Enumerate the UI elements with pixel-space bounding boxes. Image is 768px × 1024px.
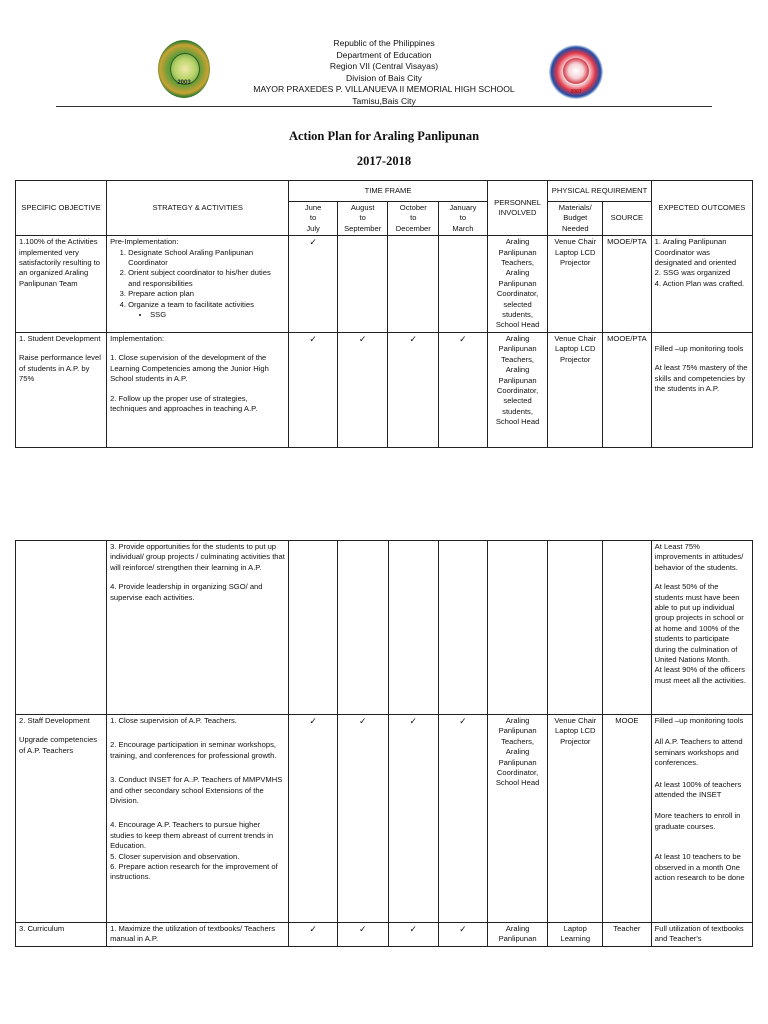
objective-cell: 3. Curriculum: [16, 923, 107, 947]
check-mark: ✓: [388, 923, 439, 947]
table-row: [16, 236, 753, 333]
header-tf-aug-sep: August to September: [337, 202, 388, 236]
personnel-cell: Araling Panlipunan Teachers, Araling Panlipunan Coordinator, selected students, School Head: [487, 236, 548, 333]
outcomes-cell: Filled –up monitoring tools All A.P. Teachers to attend seminars workshops and conferences. At least 100% of teachers attended the INSET More teachers to enroll in graduate courses. At least 10 teachers to be observed in a month One action research to be done: [651, 715, 752, 923]
header-materials: Materials/ Budget Needed: [548, 202, 603, 236]
header-tf-jun-jul: June to July: [289, 202, 338, 236]
header-time-frame: TIME FRAME: [289, 181, 487, 202]
check-mark: ✓: [388, 332, 439, 447]
personnel-cell: Araling Panlipunan: [487, 923, 548, 947]
letterhead-line: Division of Bais City: [346, 72, 422, 83]
letterhead-line: Republic of the Philippines: [333, 38, 435, 48]
header-physical-requirement: PHYSICAL REQUIREMENT: [548, 181, 651, 202]
header-tf-jan-mar: January to March: [439, 202, 488, 236]
check-mark: ✓: [289, 923, 338, 947]
header-strategy: STRATEGY & ACTIVITIES: [107, 181, 289, 236]
objective-cell: 2. Staff Development Upgrade competencies of A.P. Teachers: [16, 715, 107, 923]
seal-left-year: 2003: [177, 80, 191, 86]
materials-cell: Venue Chair Laptop LCD Projector: [548, 236, 603, 333]
letterhead-school-name: MAYOR PRAXEDES P. VILLANUEVA II MEMORIAL HIGH SCHOOL: [253, 84, 515, 95]
materials-cell: Venue Chair Laptop LCD Projector: [548, 715, 603, 923]
action-plan-table-continued: [15, 540, 753, 947]
letterhead-line: Region VII (Central Visayas): [329, 61, 439, 72]
header-source: SOURCE: [603, 202, 652, 236]
check-mark: ✓: [337, 923, 388, 947]
check-mark: ✓: [439, 332, 488, 447]
check-mark: ✓: [337, 715, 388, 923]
header-specific-objective: SPECIFIC OBJECTIVE: [16, 181, 107, 236]
header-divider: [56, 106, 712, 107]
personnel-cell: Araling Panlipunan Teachers, Araling Panlipunan Coordinator, School Head: [487, 715, 548, 923]
source-cell: MOOE: [603, 715, 652, 923]
source-cell: MOOE/PTA: [603, 332, 652, 447]
strategy-cell: Pre-Implementation: 1. Designate School Araling Panlipunan Coordinator 2. Orient subject coordinator to his/her duties and responsibilities 3. Prepare action plan 4. Organize a team to facilitate activities • SSG: [107, 236, 289, 333]
check-mark: ✓: [439, 923, 488, 947]
objective-cell: 1.100% of the Activities implemented very satisfactorily resulting to an organized Araling Panlipunan Team: [16, 236, 107, 333]
strategy-cell: Implementation: 1. Close supervision of the development of the Learning Competencies among the Junior High School students in A.P. 2. Follow up the proper use of strategies, techniques and approaches in teaching A.P.: [107, 332, 289, 447]
table-row: [16, 715, 753, 923]
table-row: [16, 923, 753, 947]
check-mark: ✓: [337, 332, 388, 447]
document-title: Action Plan for Araling Panlipunan: [288, 129, 480, 143]
header-expected-outcomes: EXPECTED OUTCOMES: [651, 181, 752, 236]
table-row: [16, 541, 753, 715]
letterhead: [160, 38, 608, 108]
check-mark: ✓: [289, 332, 338, 447]
header-tf-oct-dec: October to December: [388, 202, 439, 236]
check-mark: ✓: [439, 715, 488, 923]
header-personnel: PERSONNEL INVOLVED: [487, 181, 548, 236]
personnel-cell: Araling Panlipunan Teachers, Araling Panlipunan Coordinator, selected students, School Head: [487, 332, 548, 447]
outcomes-cell: Filled –up monitoring tools At least 75% mastery of the skills and competencies by the students in A.P.: [651, 332, 752, 447]
letterhead-line: Tamisu,Bais City: [352, 95, 416, 106]
action-plan-table: [15, 180, 753, 448]
check-mark: ✓: [289, 715, 338, 923]
table-row: [16, 332, 753, 447]
document-year: 2017-2018: [356, 154, 412, 168]
outcomes-cell: Full utilization of textbooks and Teacher's: [651, 923, 752, 947]
seal-right-year: 2007: [570, 89, 582, 95]
outcomes-cell: 1. Araling Panlipunan Coordinator was designated and oriented 2. SSG was organized 4. Action Plan was crafted.: [651, 236, 752, 333]
objective-cell: 1. Student Development Raise performance level of students in A.P. by 75%: [16, 332, 107, 447]
source-cell: Teacher: [603, 923, 652, 947]
check-mark: ✓: [289, 236, 338, 333]
source-cell: MOOE/PTA: [603, 236, 652, 333]
check-mark: ✓: [388, 715, 439, 923]
materials-cell: Laptop Learning: [548, 923, 603, 947]
strategy-cell: 1. Maximize the utilization of textbooks/ Teachers manual in A.P.: [107, 923, 289, 947]
materials-cell: Venue Chair Laptop LCD Projector: [548, 332, 603, 447]
strategy-cell: 1. Close supervision of A.P. Teachers. 2. Encourage participation in seminar workshops, training, and conferences for professional growth. 3. Conduct INSET for A..P. Teachers of MMPVMHS and other secondary school Extensions of the Division. 4. Encourage A.P. Teachers to pursue higher studies to keep them abreast of current trends in Education. 5. Closer supervision and observation. 6. Prepare action research for the improvement of instructions.: [107, 715, 289, 923]
outcomes-cell: At Least 75% improvements in attitudes/ behavior of the students. At least 50% of the students must have been able to put up individual group projects in school or at home and 100% of the students to participate during the culmination of United Nations Month. At least 90% of the officers must meet all the activities.: [651, 541, 752, 715]
strategy-cell: 3. Provide opportunities for the students to put up individual/ group projects / culminating activities that will reinforce/ strengthen their learning in A.P. 4. Provide leadership in organizing SGO/ and supervise each activities.: [107, 541, 289, 715]
letterhead-line: Department of Education: [336, 49, 432, 60]
